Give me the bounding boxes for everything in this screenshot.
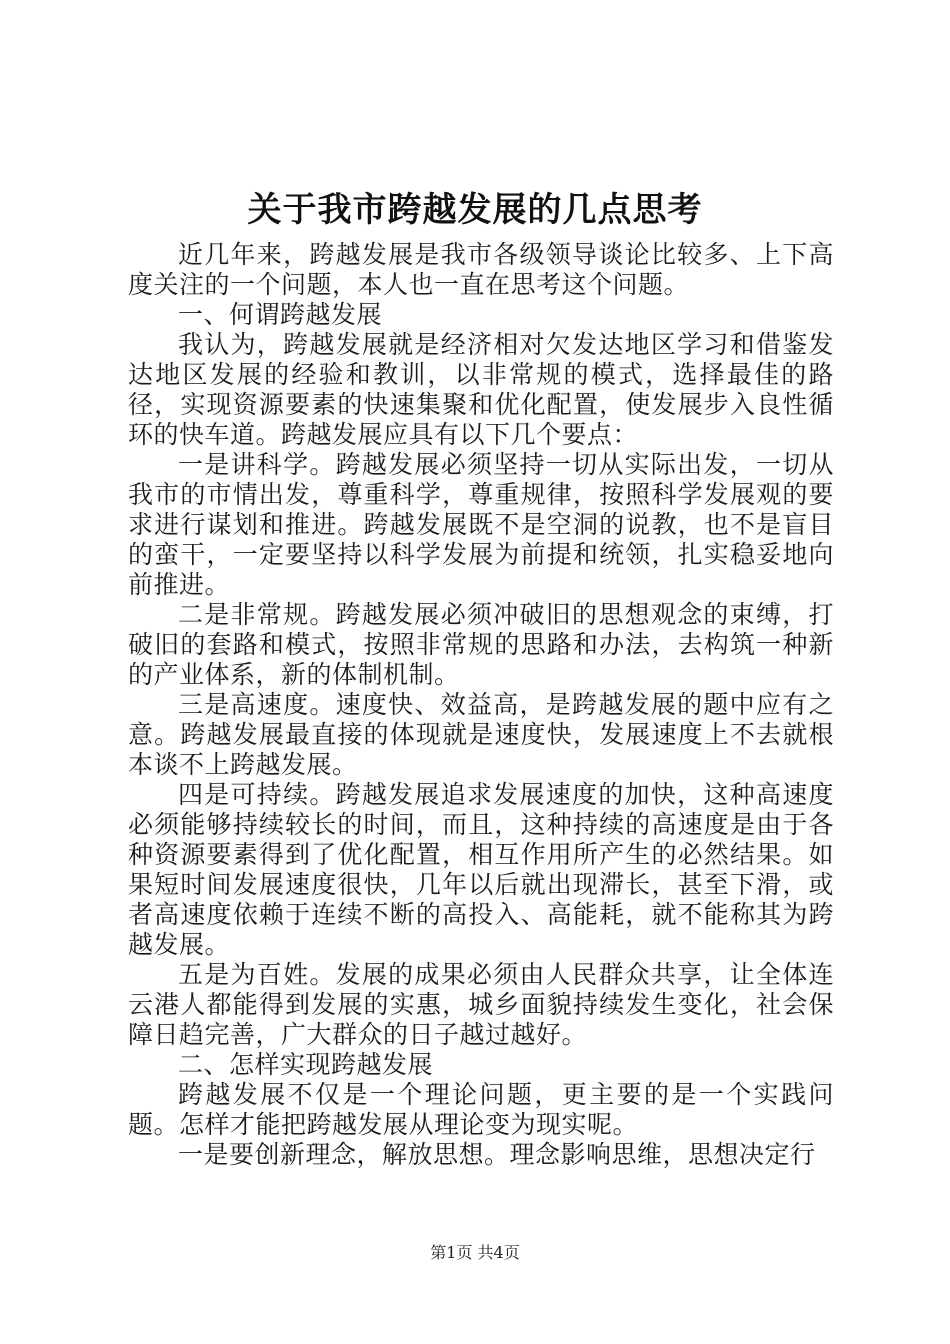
paragraph-point-2: 二是非常规。跨越发展必须冲破旧的思想观念的束缚，打破旧的套路和模式，按照非常规的思路和办法，去构筑一种新的产业体系，新的体制机制。: [128, 600, 834, 689]
section-heading-1: 一、何谓跨越发展: [178, 300, 383, 329]
document-body: [128, 240, 834, 1170]
document-title: 关于我市跨越发展的几点思考: [247, 190, 703, 230]
paragraph-intro: 近几年来，跨越发展是我市各级领导谈论比较多、上下高度关注的一个问题，本人也一直在思考这个问题。: [128, 240, 834, 299]
section-heading-2: 二、怎样实现跨越发展: [178, 1050, 434, 1079]
paragraph-point-4: 四是可持续。跨越发展追求发展速度的加快，这种高速度必须能够持续较长的时间，而且，这种持续的高速度是由于各种资源要素得到了优化配置，相互作用所产生的必然结果。如果短时间发展速度很快，几年以后就出现滞长，甚至下滑，或者高速度依赖于连续不断的高投入、高能耗，就不能称其为跨越发展。: [128, 780, 834, 959]
paragraph-point-3: 三是高速度。速度快、效益高，是跨越发展的题中应有之意。跨越发展最直接的体现就是速度快，发展速度上不去就根本谈不上跨越发展。: [128, 690, 834, 779]
paragraph-method-1: 一是要创新理念，解放思想。理念影响思维，思想决定行: [178, 1140, 816, 1169]
page-footer: 第1页 共4页: [430, 1243, 520, 1262]
paragraph-point-5: 五是为百姓。发展的成果必须由人民群众共享，让全体连云港人都能得到发展的实惠，城乡面貌持续发生变化，社会保障日趋完善，广大群众的日子越过越好。: [128, 960, 834, 1049]
paragraph-point-1: 一是讲科学。跨越发展必须坚持一切从实际出发，一切从我市的市情出发，尊重科学，尊重规律，按照科学发展观的要求进行谋划和推进。跨越发展既不是空洞的说教，也不是盲目的蛮干，一定要坚持以科学发展为前提和统领，扎实稳妥地向前推进。: [128, 450, 834, 599]
paragraph-practice: 跨越发展不仅是一个理论问题，更主要的是一个实践问题。怎样才能把跨越发展从理论变为现实呢。: [128, 1080, 834, 1139]
paragraph-definition: 我认为，跨越发展就是经济相对欠发达地区学习和借鉴发达地区发展的经验和教训，以非常规的模式，选择最佳的路径，实现资源要素的快速集聚和优化配置，使发展步入良性循环的快车道。跨越发展应具有以下几个要点：: [128, 330, 834, 449]
